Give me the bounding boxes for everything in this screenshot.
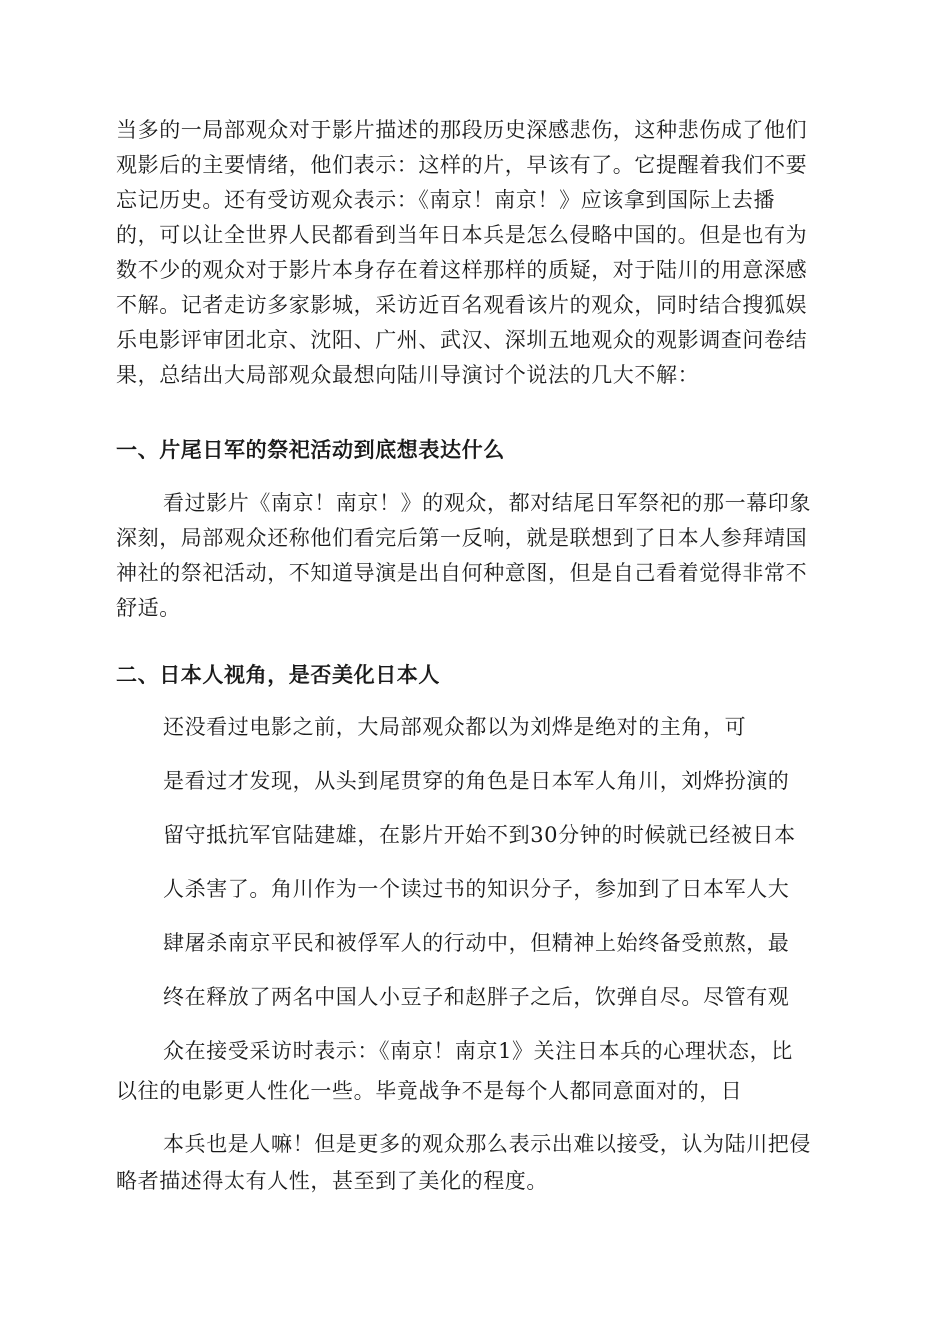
intro-line-3: 忘记历史。还有受访观众表示：《南京！南京！》应该拿到国际上去播 [116, 188, 776, 212]
section2-line-3: 留守抵抗军官陆建雄，在影片开始不到30分钟的时候就已经被日本 [163, 823, 796, 847]
intro-line-5: 数不少的观众对于影片本身存在着这样那样的质疑，对于陆川的用意深感 [116, 258, 808, 282]
section2-line-7: 众在接受采访时表示：《南京！南京1》关注日本兵的心理状态，比 [163, 1039, 793, 1063]
section2-line-9: 本兵也是人嘛！但是更多的观众那么表示出难以接受，认为陆川把侵 [163, 1132, 811, 1156]
section2-line-5: 肆屠杀南京平民和被俘军人的行动中，但精神上始终备受煎熬，最 [163, 931, 790, 955]
section2-line-4: 人杀害了。角川作为一个读过书的知识分子，参加到了日本军人大 [163, 877, 790, 901]
intro-line-4: 的，可以让全世界人民都看到当年日本兵是怎么侵略中国的。但是也有为 [116, 223, 808, 247]
section1-line-4: 舒适。 [116, 596, 181, 620]
section2-line-2: 是看过才发现，从头到尾贯穿的角色是日本军人角川，刘烨扮演的 [163, 769, 790, 793]
intro-line-6: 不解。记者走访多家影城，采访近百名观看该片的观众，同时结合搜狐娱 [116, 293, 808, 317]
intro-line-8: 果，总结出大局部观众最想向陆川导演讨个说法的几大不解： [116, 363, 700, 387]
intro-line-7: 乐电影评审团北京、沈阳、广州、武汉、深圳五地观众的观影调查问卷结 [116, 328, 808, 352]
intro-line-2: 观影后的主要情绪，他们表示：这样的片，早该有了。它提醒着我们不要 [116, 153, 808, 177]
intro-line-1: 当多的一局部观众对于影片描述的那段历史深感悲伤，这种悲伤成了他们 [116, 118, 808, 142]
section2-line-8: 以往的电影更人性化一些。毕竟战争不是每个人都同意面对的，日 [116, 1079, 743, 1103]
section2-line-10: 略者描述得太有人性，甚至到了美化的程度。 [116, 1169, 548, 1193]
section2-line-1: 还没看过电影之前，大局部观众都以为刘烨是绝对的主角，可 [163, 715, 747, 739]
section1-line-1: 看过影片《南京！南京！》的观众，都对结尾日军祭祀的那一幕印象 [163, 491, 811, 515]
section1-line-2: 深刻，局部观众还称他们看完后第一反响，就是联想到了日本人参拜靖国 [116, 526, 808, 550]
section2-line-6: 终在释放了两名中国人小豆子和赵胖子之后，饮弹自尽。尽管有观 [163, 985, 790, 1009]
section2-heading: 二、日本人视角，是否美化日本人 [116, 663, 440, 687]
section1-line-3: 神社的祭祀活动，不知道导演是出自何种意图，但是自己看着觉得非常不 [116, 561, 808, 585]
section1-heading: 一、片尾日军的祭祀活动到底想表达什么 [116, 438, 505, 462]
